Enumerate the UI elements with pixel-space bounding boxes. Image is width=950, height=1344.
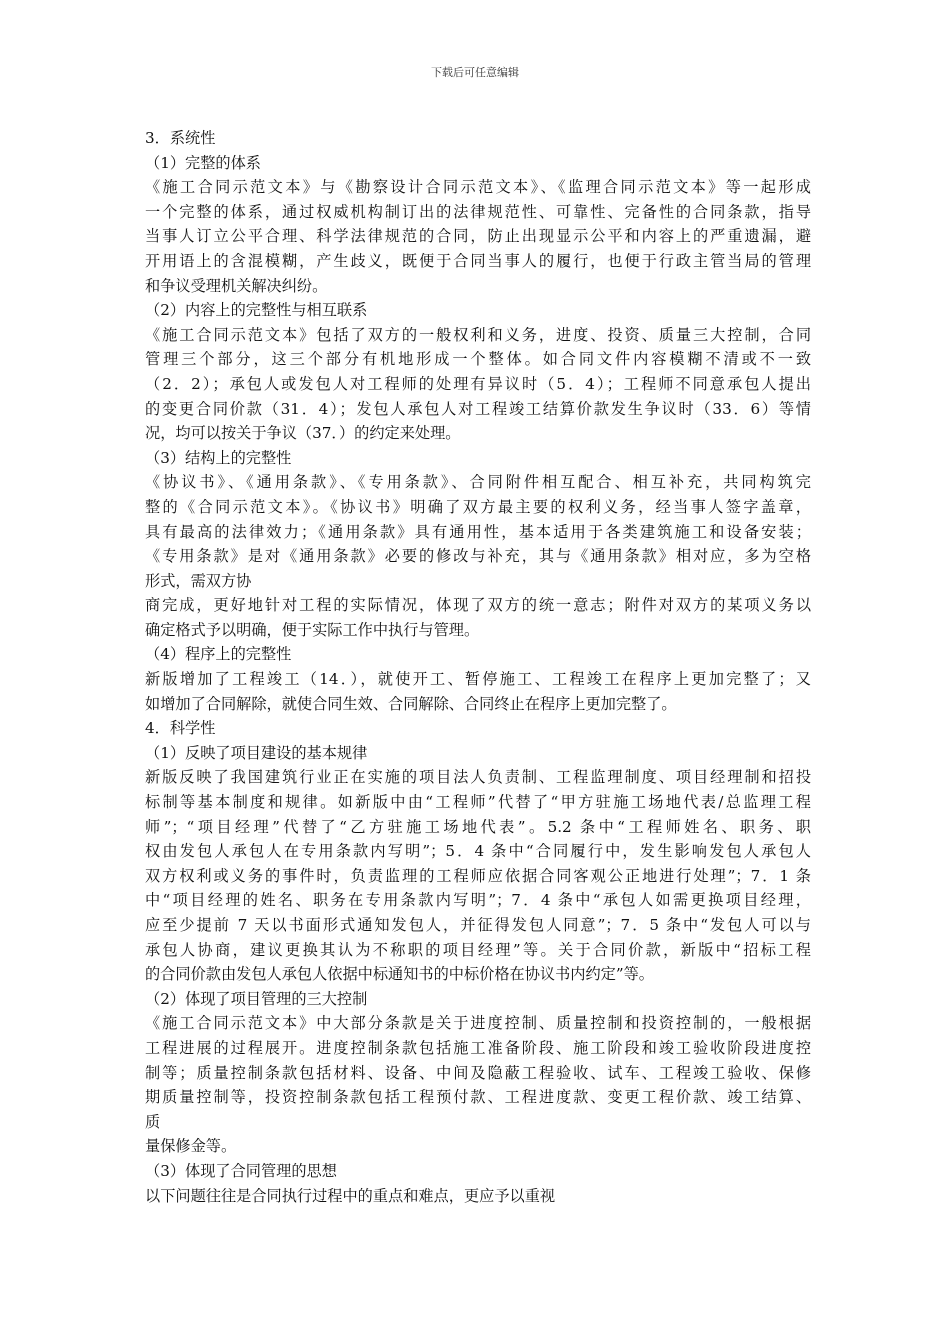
- document-body: [145, 126, 811, 1208]
- paragraph-line: 应至少提前 7 天以书面形式通知发包人，并征得发包人同意”；7．5 条中“发包人可以与: [145, 916, 811, 934]
- paragraph-line: 中“项目经理的姓名、职务在专用条款内写明”；7．4 条中“承包人如需更换项目经理，: [145, 891, 811, 910]
- paragraph-line: 权由发包人承包人在专用条款内写明”；5．4 条中“合同履行中，发生影响发包人承包人: [145, 842, 811, 861]
- paragraph-line: 《协议书》、《通用条款》、《专用条款》、合同附件相互配合、相互补充，共同构筑完: [145, 473, 811, 492]
- paragraph-line: （2．2）；承包人或发包人对工程师的处理有异议时（5．4）；工程师不同意承包人提出: [145, 374, 811, 393]
- paragraph-line: 新版增加了工程竣工（14．），就使开工、暂停施工、工程竣工在程序上更加完整了；又: [145, 670, 811, 689]
- paragraph-line: 如增加了合同解除，就使合同生效、合同解除、合同终止在程序上更加完整了。: [145, 694, 677, 713]
- section-heading: （3）体现了合同管理的思想: [145, 1161, 337, 1180]
- paragraph-line: 整的《合同示范文本》。《协议书》明确了双方最主要的权利义务，经当事人签字盖章，: [145, 497, 811, 516]
- paragraph-line: 质: [145, 1112, 161, 1131]
- section-heading: 3．系统性: [145, 129, 216, 147]
- paragraph-line: 开用语上的含混模糊，产生歧义，既便于合同当事人的履行，也便于行政主管当局的管理: [145, 251, 811, 270]
- paragraph-line: 《施工合同示范文本》中大部分条款是关于进度控制、质量控制和投资控制的，一般根据: [145, 1014, 811, 1033]
- section-heading: （2）体现了项目管理的三大控制: [145, 989, 368, 1008]
- paragraph-line: 《施工合同示范文本》包括了双方的一般权利和义务，进度、投资、质量三大控制，合同: [145, 325, 811, 344]
- section-heading: （1）反映了项目建设的基本规律: [145, 743, 368, 762]
- paragraph-line: 况，均可以按关于争议（37．）的约定来处理。: [145, 424, 461, 443]
- paragraph-line: 双方权利或义务的事件时，负责监理的工程师应依据合同客观公正地进行处理”；7．1 条: [145, 866, 811, 885]
- paragraph-line: 商完成，更好地针对工程的实际情况，体现了双方的统一意志；附件对双方的某项义务以: [145, 596, 811, 615]
- paragraph-line: 承包人协商，建议更换其认为不称职的项目经理”等。关于合同价款，新版中“招标工程: [145, 940, 811, 959]
- page-header-note: 下载后可任意编辑: [431, 66, 519, 79]
- paragraph-line: 工程进展的过程展开。进度控制条款包括施工准备阶段、施工阶段和竣工验收阶段进度控: [145, 1038, 811, 1057]
- paragraph-line: 确定格式予以明确，便于实际工作中执行与管理。: [145, 620, 480, 639]
- paragraph-line: 期质量控制等，投资控制条款包括工程预付款、工程进度款、变更工程价款、竣工结算、: [145, 1088, 811, 1107]
- section-heading: （3）结构上的完整性: [145, 448, 292, 467]
- paragraph-line: 具有最高的法律效力；《通用条款》具有通用性，基本适用于各类建筑施工和设备安装；: [145, 522, 811, 541]
- paragraph-line: 的合同价款由发包人承包人依据中标通知书的中标价格在协议书内约定”等。: [145, 965, 654, 984]
- paragraph-line: 当事人订立公平合理、科学法律规范的合同，防止出现显示公平和内容上的严重遗漏，避: [145, 227, 811, 246]
- paragraph-line: 《专用条款》是对《通用条款》必要的修改与补充，其与《通用条款》相对应，多为空格: [145, 547, 811, 566]
- section-heading: 4．科学性: [145, 719, 216, 738]
- paragraph-line: 和争议受理机关解决纠纷。: [145, 276, 328, 295]
- paragraph-line: 标制等基本制度和规律。如新版中由“工程师”代替了“甲方驻施工场地代表/总监理工程: [145, 793, 811, 812]
- paragraph-line: 制等；质量控制条款包括材料、设备、中间及隐蔽工程验收、试车、工程竣工验收、保修: [145, 1063, 811, 1082]
- section-heading: （2）内容上的完整性与相互联系: [145, 301, 368, 320]
- paragraph-line: 的变更合同价款（31．4）；发包人承包人对工程竣工结算价款发生争议时（33．6）等情: [145, 399, 811, 418]
- paragraph-line: 以下问题往往是合同执行过程中的重点和难点，更应予以重视: [145, 1186, 556, 1205]
- section-heading: （1）完整的体系: [145, 153, 261, 172]
- paragraph-line: 《施工合同示范文本》与《勘察设计合同示范文本》、《监理合同示范文本》等一起形成: [145, 178, 811, 197]
- paragraph-line: 量保修金等。: [145, 1137, 237, 1156]
- paragraph-line: 管理三个部分，这三个部分有机地形成一个整体。如合同文件内容模糊不清或不一致: [145, 350, 811, 369]
- paragraph-line: 师”；“项目经理”代替了“乙方驻施工场地代表”。5.2 条中“工程师姓名、职务、职: [145, 817, 811, 836]
- paragraph-line: 新版反映了我国建筑行业正在实施的项目法人负责制、工程监理制度、项目经理制和招投: [145, 768, 811, 787]
- paragraph-line: 一个完整的体系，通过权威机构制订出的法律规范性、可靠性、完备性的合同条款，指导: [145, 202, 811, 221]
- section-heading: （4）程序上的完整性: [145, 645, 292, 664]
- paragraph-line: 形式，需双方协: [145, 571, 252, 590]
